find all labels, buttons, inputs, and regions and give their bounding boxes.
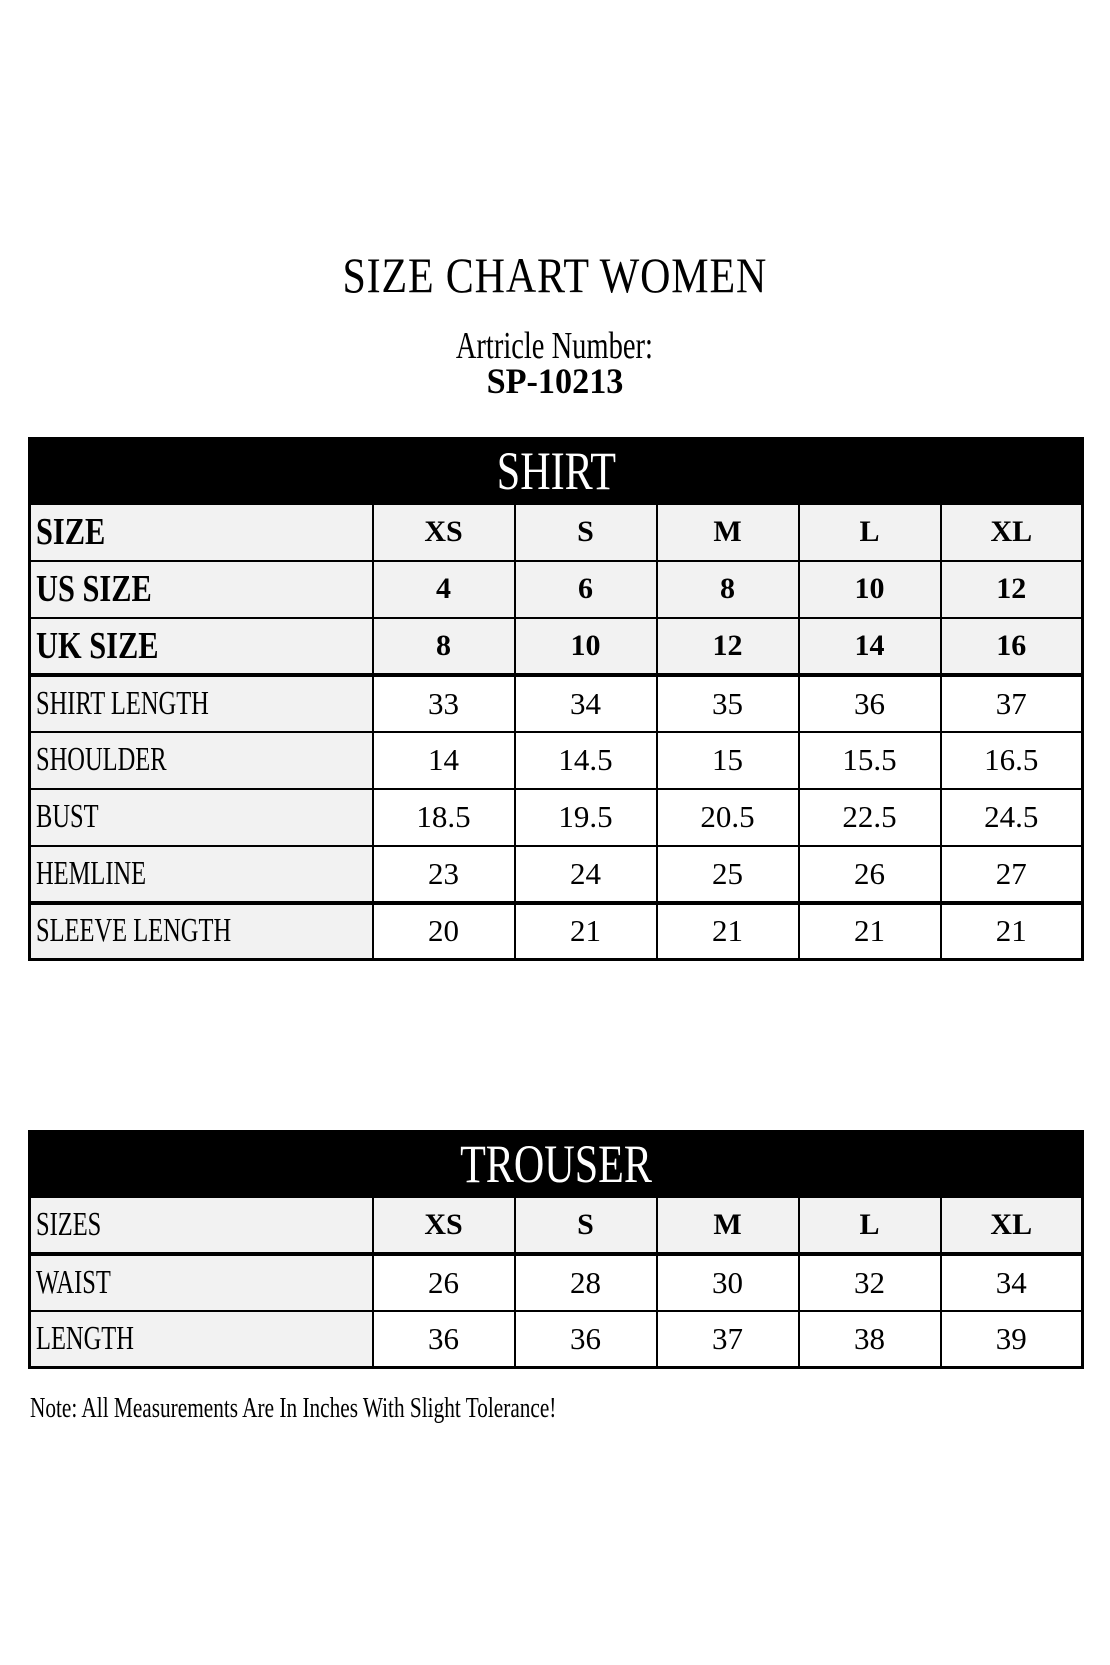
row-label-cell [30, 1254, 373, 1311]
cell-value: 10 [515, 618, 657, 675]
trouser-size-table [28, 1130, 1084, 1369]
cell-value: XS [373, 504, 515, 561]
row-label-cell [30, 1197, 373, 1254]
table-row [30, 561, 1083, 618]
row-label-cell [30, 504, 373, 561]
cell-value: 6 [515, 561, 657, 618]
table-header-row [30, 1132, 1083, 1197]
cell-value: 15 [657, 732, 799, 789]
table-row [30, 789, 1083, 846]
table-row [30, 903, 1083, 960]
row-label: US SIZE [36, 568, 152, 610]
cell-value: 24 [515, 846, 657, 903]
table-row [30, 504, 1083, 561]
row-label: LENGTH [36, 1319, 134, 1357]
cell-value: 39 [941, 1311, 1083, 1368]
row-label-cell [30, 1311, 373, 1368]
table-row [30, 732, 1083, 789]
cell-value: 8 [373, 618, 515, 675]
row-label: SHIRT LENGTH [36, 684, 209, 722]
cell-value: 34 [941, 1254, 1083, 1311]
table-title: SHIRT [496, 441, 616, 501]
row-label: UK SIZE [36, 624, 159, 667]
cell-value: 8 [657, 561, 799, 618]
row-label: BUST [36, 798, 99, 835]
cell-value: L [799, 1197, 941, 1254]
cell-value: 36 [515, 1311, 657, 1368]
cell-value: 16 [941, 618, 1083, 675]
cell-value: XL [941, 1197, 1083, 1254]
cell-value: 37 [657, 1311, 799, 1368]
row-label: SIZES [36, 1205, 102, 1243]
cell-value: 24.5 [941, 789, 1083, 846]
cell-value: 30 [657, 1254, 799, 1311]
table-header-bar [30, 1132, 1083, 1197]
cell-value: 21 [941, 903, 1083, 960]
row-label: SIZE [36, 511, 106, 554]
cell-value: 34 [515, 675, 657, 732]
cell-value: 18.5 [373, 789, 515, 846]
cell-value: XL [941, 504, 1083, 561]
cell-value: 35 [657, 675, 799, 732]
note-text [30, 1393, 723, 1425]
row-label-cell [30, 789, 373, 846]
row-label-cell [30, 618, 373, 675]
shirt-size-table [28, 437, 1084, 961]
row-label: SLEEVE LENGTH [36, 912, 232, 950]
cell-value: 19.5 [515, 789, 657, 846]
row-label-cell [30, 846, 373, 903]
cell-value: 37 [941, 675, 1083, 732]
note-text-content: Note: All Measurements Are In Inches With Slight Tolerance! [30, 1393, 557, 1424]
row-label: HEMLINE [36, 854, 147, 892]
row-label: WAIST [36, 1263, 111, 1301]
article-number-text: SP-10213 [486, 361, 623, 401]
cell-value: 32 [799, 1254, 941, 1311]
table-header-bar [30, 439, 1083, 504]
cell-value: 12 [941, 561, 1083, 618]
cell-value: 14 [373, 732, 515, 789]
cell-value: 14 [799, 618, 941, 675]
table-header-row [30, 439, 1083, 504]
cell-value: 21 [657, 903, 799, 960]
cell-value: M [657, 504, 799, 561]
cell-value: 10 [799, 561, 941, 618]
cell-value: 20.5 [657, 789, 799, 846]
cell-value: 36 [373, 1311, 515, 1368]
table-title: TROUSER [460, 1134, 652, 1194]
cell-value: 12 [657, 618, 799, 675]
article-number [28, 360, 1081, 402]
cell-value: XS [373, 1197, 515, 1254]
table-row [30, 1197, 1083, 1254]
cell-value: 33 [373, 675, 515, 732]
cell-value: 21 [515, 903, 657, 960]
row-label-cell [30, 732, 373, 789]
table-row [30, 675, 1083, 732]
cell-value: 21 [799, 903, 941, 960]
page-title [28, 246, 1081, 304]
cell-value: 27 [941, 846, 1083, 903]
row-label-cell [30, 675, 373, 732]
row-label-cell [30, 561, 373, 618]
cell-value: L [799, 504, 941, 561]
row-label: SHOULDER [36, 741, 167, 778]
cell-value: 4 [373, 561, 515, 618]
cell-value: 14.5 [515, 732, 657, 789]
cell-value: 16.5 [941, 732, 1083, 789]
table-row [30, 1254, 1083, 1311]
cell-value: 26 [799, 846, 941, 903]
page-title-text: SIZE CHART WOMEN [342, 247, 767, 303]
cell-value: 25 [657, 846, 799, 903]
cell-value: 26 [373, 1254, 515, 1311]
cell-value: 36 [799, 675, 941, 732]
cell-value: S [515, 1197, 657, 1254]
cell-value: 22.5 [799, 789, 941, 846]
cell-value: 23 [373, 846, 515, 903]
cell-value: M [657, 1197, 799, 1254]
article-number-label-text: Artricle Number: [455, 325, 654, 367]
row-label-cell [30, 903, 373, 960]
table-row [30, 1311, 1083, 1368]
cell-value: 20 [373, 903, 515, 960]
cell-value: 15.5 [799, 732, 941, 789]
table-row [30, 618, 1083, 675]
cell-value: S [515, 504, 657, 561]
cell-value: 38 [799, 1311, 941, 1368]
cell-value: 28 [515, 1254, 657, 1311]
table-row [30, 846, 1083, 903]
